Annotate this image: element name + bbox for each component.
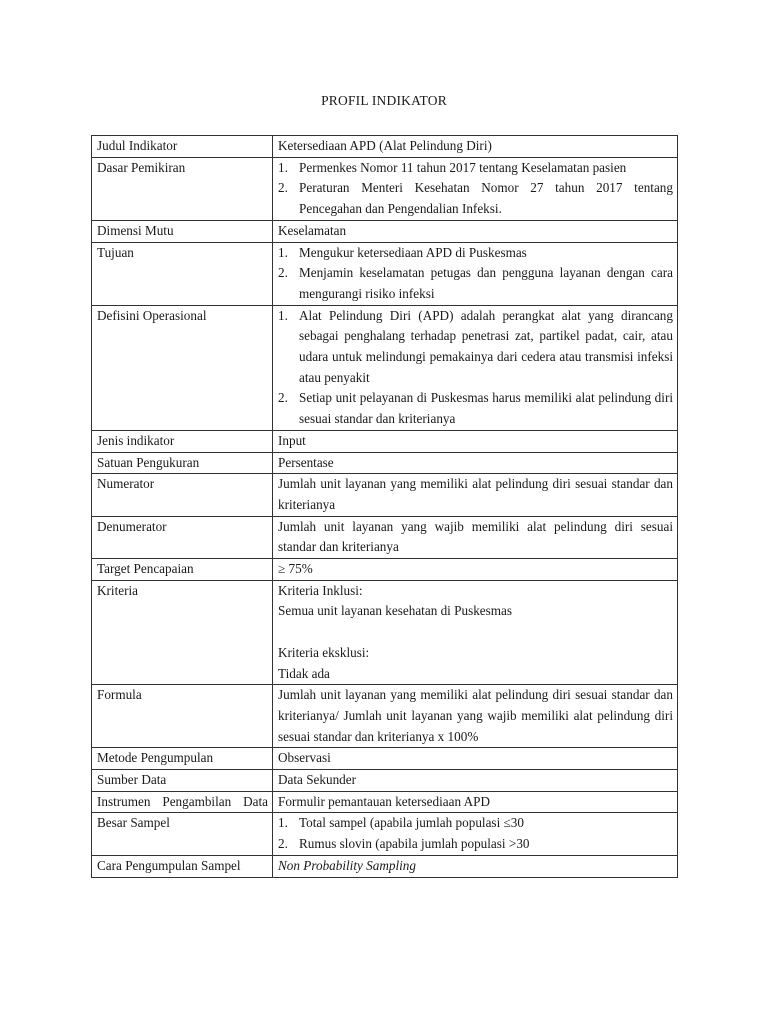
row-label: Instrumen Pengambilan Data bbox=[92, 791, 273, 813]
list-item-text: Setiap unit pelayanan di Puskesmas harus memiliki alat pelindung diri sesuai standar dan kriterianya bbox=[299, 390, 673, 427]
table-row bbox=[92, 430, 678, 452]
row-label: Metode Pengumpulan bbox=[92, 748, 273, 770]
blank-line bbox=[278, 622, 673, 643]
table-row bbox=[92, 220, 678, 242]
row-value: Data Sekunder bbox=[273, 770, 678, 792]
sampling-method: Non Probability Sampling bbox=[278, 857, 416, 873]
table-row bbox=[92, 516, 678, 558]
table-row bbox=[92, 242, 678, 305]
row-value bbox=[273, 305, 678, 430]
row-label: Kriteria bbox=[92, 580, 273, 685]
list-item-text: Alat Pelindung Diri (APD) adalah perangkat alat yang dirancang sebagai penghalang terhadap penetrasi zat, partikel padat, cair, atau udara untuk melindungi pemakainya dari cedera atau transmisi infeksi atau penyakit bbox=[299, 307, 673, 385]
list-item bbox=[278, 243, 673, 264]
table-row bbox=[92, 813, 678, 855]
list-number: 1. bbox=[278, 244, 288, 260]
row-value: Keselamatan bbox=[273, 220, 678, 242]
row-label: Numerator bbox=[92, 474, 273, 516]
row-value bbox=[273, 855, 678, 877]
list-item-text: Total sampel (apabila jumlah populasi ≤30 bbox=[299, 815, 524, 831]
row-label: Dasar Pemikiran bbox=[92, 157, 273, 220]
list-number: 1. bbox=[278, 307, 288, 323]
row-value bbox=[273, 242, 678, 305]
row-label: Tujuan bbox=[92, 242, 273, 305]
table-row bbox=[92, 580, 678, 685]
table-row bbox=[92, 748, 678, 770]
row-label: Dimensi Mutu bbox=[92, 220, 273, 242]
table-row bbox=[92, 474, 678, 516]
numbered-list bbox=[278, 306, 673, 430]
table-row bbox=[92, 136, 678, 158]
list-item bbox=[278, 306, 673, 389]
criteria-inclusion-text: Semua unit layanan kesehatan di Puskesmas bbox=[278, 603, 513, 619]
table-row bbox=[92, 157, 678, 220]
row-value: Jumlah unit layanan yang memiliki alat pelindung diri sesuai standar dan kriterianya bbox=[273, 474, 678, 516]
row-value: Input bbox=[273, 430, 678, 452]
list-number: 2. bbox=[278, 836, 288, 852]
row-label: Besar Sampel bbox=[92, 813, 273, 855]
row-label: Satuan Pengukuran bbox=[92, 452, 273, 474]
row-value: Formulir pemantauan ketersediaan APD bbox=[273, 791, 678, 813]
table-row bbox=[92, 685, 678, 748]
criteria-exclusion-heading: Kriteria eksklusi: bbox=[278, 644, 370, 660]
numbered-list bbox=[278, 243, 673, 305]
list-number: 2. bbox=[278, 265, 288, 281]
table-row bbox=[92, 791, 678, 813]
table-row bbox=[92, 559, 678, 581]
table-row bbox=[92, 770, 678, 792]
list-item bbox=[278, 388, 673, 429]
list-number: 2. bbox=[278, 390, 288, 406]
list-number: 1. bbox=[278, 159, 288, 175]
row-value bbox=[273, 580, 678, 685]
row-value: Jumlah unit layanan yang wajib memiliki alat pelindung diri sesuai standar dan kriterianya bbox=[273, 516, 678, 558]
list-item-text: Mengukur ketersediaan APD di Puskesmas bbox=[299, 244, 527, 260]
page-title: PROFIL INDIKATOR bbox=[321, 93, 447, 108]
list-number: 1. bbox=[278, 815, 288, 831]
table-row bbox=[92, 305, 678, 430]
list-item-text: Peraturan Menteri Kesehatan Nomor 27 tahun 2017 tentang Pencegahan dan Pengendalian Infeksi. bbox=[299, 180, 673, 217]
row-value bbox=[273, 813, 678, 855]
row-label: Cara Pengumpulan Sampel bbox=[92, 855, 273, 877]
indicator-profile-table bbox=[91, 135, 678, 878]
row-label: Denumerator bbox=[92, 516, 273, 558]
row-value: Observasi bbox=[273, 748, 678, 770]
row-value: ≥ 75% bbox=[273, 559, 678, 581]
row-value bbox=[273, 157, 678, 220]
list-item bbox=[278, 158, 673, 179]
list-item-text: Menjamin keselamatan petugas dan pengguna layanan dengan cara mengurangi risiko infeksi bbox=[299, 265, 673, 301]
list-item bbox=[278, 178, 673, 219]
criteria-inclusion-heading: Kriteria Inklusi: bbox=[278, 582, 363, 598]
table-row bbox=[92, 855, 678, 877]
row-label: Formula bbox=[92, 685, 273, 748]
row-label: Sumber Data bbox=[92, 770, 273, 792]
list-item bbox=[278, 813, 673, 834]
table-row bbox=[92, 452, 678, 474]
list-item-text: Rumus slovin (apabila jumlah populasi >30 bbox=[299, 836, 530, 852]
list-item-text: Permenkes Nomor 11 tahun 2017 tentang Keselamatan pasien bbox=[299, 159, 627, 175]
row-label: Defisini Operasional bbox=[92, 305, 273, 430]
row-label: Jenis indikator bbox=[92, 430, 273, 452]
row-label: Target Pencapaian bbox=[92, 559, 273, 581]
list-item bbox=[278, 263, 673, 304]
row-label: Judul Indikator bbox=[92, 136, 273, 158]
row-value: Jumlah unit layanan yang memiliki alat pelindung diri sesuai standar dan kriterianya/ Jumlah unit layanan yang wajib memiliki alat pelindung diri sesuai standar dan kriterianya x 100% bbox=[273, 685, 678, 748]
numbered-list bbox=[278, 813, 673, 854]
list-number: 2. bbox=[278, 180, 288, 196]
numbered-list bbox=[278, 158, 673, 220]
row-value: Persentase bbox=[273, 452, 678, 474]
list-item bbox=[278, 834, 673, 855]
row-value: Ketersediaan APD (Alat Pelindung Diri) bbox=[273, 136, 678, 158]
criteria-exclusion-text: Tidak ada bbox=[278, 665, 330, 681]
